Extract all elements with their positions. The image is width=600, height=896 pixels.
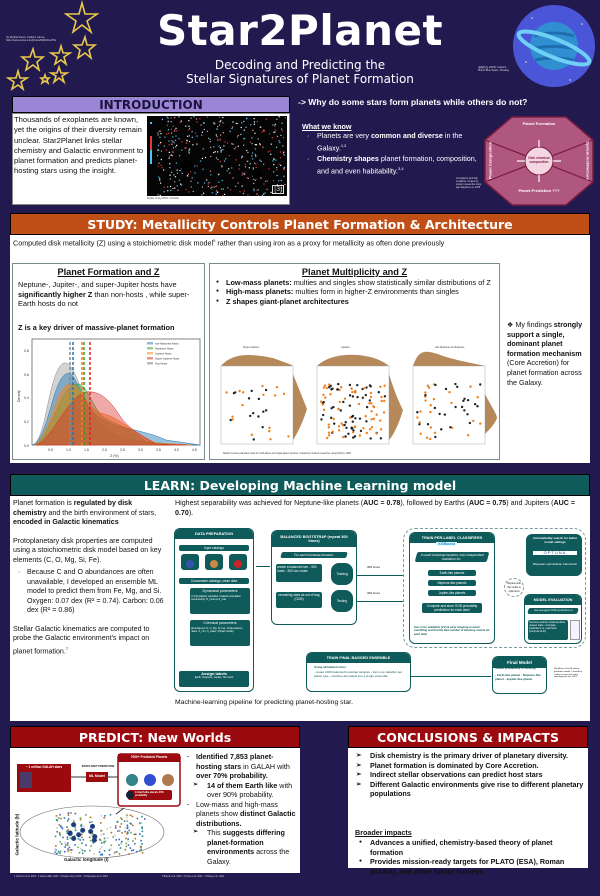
galactic-latitude-label: Galactic latitude (b) [14,813,20,856]
svg-text:Jupiters: Jupiters [341,346,350,349]
learn-header: LEARN: Developing Machine Learning model [10,474,590,496]
optuna-box: Automatically search for better model settings OPTUNA Bayesian optimization framework [526,534,582,576]
jupiter-classifier-tile: Jupiter-like planets [428,590,476,596]
catalog-icons [180,552,248,572]
chemical-parameters-tile: Chemical parameters Abundances (C, O, Mg, Si, Fe); 10 abundance ratios; Z_mm, C_water, Z(total metals) [190,620,250,646]
svg-text:3.5: 3.5 [156,448,161,452]
multiplicity-item: ● Low-mass planets: multies and singles show statistically similar distributions of Z [214,278,494,287]
svg-text:0.5: 0.5 [48,448,53,452]
poster-subtitle [0,58,600,86]
pipeline-caption: Machine-learning pipeline for predicting planet-hosting star. [175,699,353,706]
multiplicity-scatter-plots [213,344,498,456]
planet-image-credit: 漫画科技 (2025). Cartoon Planet Blue Space. Pixabay. [478,66,510,72]
references-left: 1 Johnson et al. 2010 · 2 Gaia Collab. 2023 · 3 Kepler orrery 2016 · 4 Kopparapu et al. 2013 [14,876,108,878]
use-averaged-tile: Use averaged OOB predictions to [527,608,579,614]
roc-curve-icon [570,620,580,640]
svg-text:4.0: 4.0 [174,448,179,452]
data-preparation-box: DATA PREPARATION [174,528,254,692]
times-label-2: 300 times [367,591,381,595]
svg-text:Non-Hosts: Non-Hosts [155,362,168,366]
optuna-logo: OPTUNA [533,551,577,555]
final-model-box: Final Model [492,656,547,694]
kepler-image-caption: Kepler orrery 2016. YouTube. [147,197,180,200]
conclusions-header: CONCLUSIONS & IMPACTS [348,726,588,748]
prediction-flow-graphic [14,752,182,864]
references-right: 5 Bitsch et al. 2020 · 6 Chen et al. 2024 · 7 Zhang et al. 2021 [162,876,225,878]
predict-header: PREDICT: New Worlds [10,726,300,748]
exoplanet-prediction-label: EXOPLANET PREDICTION [81,765,115,768]
svg-text:Jupiters Hosts: Jupiters Hosts [155,352,172,356]
introduction-text: Thousands of exoplanets are known, yet the origins of their diversity remain unclear. Star2Planet links stellar chemistry and Galactic environment to planet formation and predicts planet-hosting stars using the insight. [14,115,144,176]
svg-text:0.8: 0.8 [24,349,29,353]
balanced-bootstrap-box: BALANCED BOOTSTRAP (repeat 300 times) [271,530,357,625]
subtitle-line-2: Stellar Signatures of Planet Formation [186,72,414,86]
crossmatch-tile: Crossmatch catalogs, clean data [179,578,249,584]
poster-title: Star2Planet [156,6,444,55]
planet-formation-title: Planet Formation and Z [57,267,160,277]
svg-text:Z (%): Z (%) [110,454,119,458]
kepler-orrery-image [147,116,287,196]
diagram-right-label: System Architecture [585,141,591,180]
times-label-1: 300 times [367,565,381,569]
study-header: STUDY: Metallicity Controls Planet Formation & Architecture [10,213,590,235]
remaining-oob-tile: remaining stars as out of bag (OOB) [276,592,322,608]
conclusion-item: ➢ Disk chemistry is the primary driver of planetary diversity. [354,751,586,761]
predict-findings-list [185,752,298,866]
test-how-well-tile: Test how well the model predicts unseen stars - Compare predictions vs. real hosts (compute AUC) [528,620,568,640]
diagram-center-label: Disk chemical composition [528,156,550,164]
svg-text:0.0: 0.0 [24,444,29,448]
findings-callout: ❖ My findings strongly support a single, dominant planet formation mechanism (Core Accretion) for planet formation across the Galaxy. [507,320,583,387]
svg-text:0.4: 0.4 [24,396,29,400]
planet-illustration-icon [512,4,596,88]
predict-item: · Low-mass and high-mass planets show distinct Galactic distributions. [185,800,298,829]
conclusion-item: ➢ Different Galactic environments give rise to different planetary populations [354,780,586,799]
svg-text:1.0: 1.0 [66,448,71,452]
predict-item: · Identified 7,853 planet-hosting stars in GALAH with over 70% probability. [185,752,298,781]
disk-chemistry-diagram [484,116,594,206]
svg-text:3.0: 3.0 [138,448,143,452]
svg-text:Neptunes Hosts: Neptunes Hosts [155,347,174,351]
what-we-know-title: What we know [302,122,352,131]
svg-text:2.5: 2.5 [120,448,125,452]
neptune-classifier-tile: Neptune-like planets [428,580,476,586]
what-we-know-list [305,131,480,178]
learn-paragraph-2: Protoplanetary disk properties are computed using a stoichiometric disk model based on key elements (C, O, Mg, Si, Fe). · Because C and O abundances are often unavailable, I developed an ensemble ML model to predict them from Fe, Mg, and Si. Oxygen: 0.07 dex (R² = 0.74). Carbon: 0.06 dex (R² = 0.86) [13,537,167,616]
earth-classifier-tile: Earth-like planets [428,570,476,576]
pipeline-credit: Workflow of the ML planet prediction model. Created by student researcher using app.diagrams.net, 2025 [554,668,582,679]
learn-description [13,499,167,665]
broader-impacts-title: Broader impacts [355,828,412,837]
earth-like-note: 14 Earth-like planets 90% probability [135,791,164,797]
predict-subitem: ➢ 14 of them Earth like with over 90% probability. [185,781,298,800]
training-cylinder: Training [331,563,353,585]
diagram-bottom-label: Planet Prediction ??? [518,188,560,193]
scatter-caption: Stellar Z versus planetary mass for multi-planet and single-planet systems. Created by student researcher using Python, 2025 [223,453,351,455]
for-each-iteration-tile: For each bootstrap iteration: [280,552,348,558]
svg-text:2.0: 2.0 [102,448,107,452]
galactic-longitude-label: Galactic longitude (l) [64,857,109,862]
metallicity-density-chart [16,336,202,458]
each-iteration-tile: In each bootstrap iteration, train independent classifiers for: [415,552,490,562]
planet-multiplicity-title: Planet Multiplicity and Z [301,267,408,277]
svg-text:Super-Jupiters: Super-Jupiters [243,346,260,349]
svg-text:1.5: 1.5 [84,448,89,452]
final-ensemble-box: TRAIN FINAL BAGGED ENSEMBLE [306,652,411,692]
balanced-set-tile: create a balanced set: - 500 hosts - 500 non-hosts [276,564,322,582]
predicted-planets-label: 7000+ Predicted Planets [130,755,168,759]
planet-formation-text: Neptune-, Jupiter-, and super-Jupiter hosts have significantly higher Z than non-hosts , while super-Earth hosts do not [18,280,190,309]
ml-pipeline-diagram: DATA PREPARATION Input catalogs Crossmatch catalogs, clean data Dynamical parameters U,V,W galactic velocities; Galactic population membership; R_mean & Z_max Chemical parameters Abundances (C, O, Mg, Si, Fe); 10 abundance ratios; Z_mm, C_water, Z(total metals) Assign labels Earth, Neptune, Jupiter, Non-host BALANCED BOOTSTRAP (repeat 300 times) For each bootstrap iteration: create a balanced set: - 500 hosts - 500 non-hosts Training remaining stars as out of bag (OOB) Testing 300 times 300 times TRAIN PER-LABEL CLASSIFIERS XGBoost In each bootstrap iteration, train independent classifiers for: Earth-like planets Neptune-like planets Jupiter-like planets Compute and store OOB probability predictions for each label Use cross-validation (CV) & early stopping to avoid overfitting and find the best number of boosting rounds for each label Automatically search for better model settings OPTUNA Bayesian optimization framework Repeat until the model is optimized MODEL EVALUATION Use averaged OOB predictions to Test how well the model predicts unseen stars - Compare predictions vs. real hosts (compute AUC) TRAIN FINAL BAGGED ENSEMBLE Using all labeled stars: - create 1000 balanced bootstrap samples - train one classifier per planet type - combine all models into a single ensemble Final Model Stable probability of hosting: - Earth-like planet - Neptune-like planet - Jupiter-like planet Workflow of the ML planet prediction model. Created by student researcher using app.diagrams.net, 2025 [174,528,588,698]
ml-model-label: ML Model [88,774,106,778]
diagram-credit: Correlations with disk metallicity. Created by student researcher using app.diagrams.net, 2025 [456,178,482,189]
broader-impacts-list [356,838,586,876]
diagram-top-label: Planet Formation [522,121,556,126]
testing-cylinder: Testing [331,590,353,612]
auc-results-text: Highest separability was achieved for Neptune-like planets (AUC = 0.78), followed by Earths (AUC = 0.75) and Jupiters (AUC = 0.70). [175,499,576,517]
svg-text:4.5: 4.5 [192,448,197,452]
svg-text:0.2: 0.2 [24,420,29,424]
compute-oob-tile: Compute and store OOB probability predictions for each label [422,603,482,613]
broader-impact-item: ● Advances a unified, chemistry-based theory of planet formation [356,838,586,857]
xgboost-logo: XGBoost [438,541,456,546]
model-evaluation-box: MODEL EVALUATION [524,594,582,644]
subtitle-line-1: Decoding and Predicting the [214,58,386,72]
learn-paragraph-1: Planet formation is regulated by disk chemistry and the birth environment of stars, encoded in Galactic kinematics [13,499,157,526]
multiplicity-findings-list [214,278,494,306]
conclusions-list [354,751,586,799]
planet-formation-key-finding: Z is a key driver of massive-planet formation [18,323,175,332]
research-question: -> Why do some stars form planets while others do not? [298,97,528,107]
know-item: · Planets are very common and diverse in the Galaxy.$^{1,2}$ [305,131,480,152]
repeat-until-optimized: Repeat until the model is optimized [504,578,524,597]
dynamical-parameters-tile: Dynamical parameters U,V,W galactic velocities; Galactic population membership; R_mean & Z_max [190,588,250,614]
star-image-credit: (1) Myrilda Stores. Untitled. Canva. https://www.canva.com/photos/MADzDe27Fk [6,36,57,42]
galah-stars-label: ~ 1 million GALAH stars [25,765,63,769]
conclusion-item: ➢ Planet formation is dominated by Core Accretion. [354,761,586,771]
conclusion-item: ➢ Indirect stellar observations can predict host stars [354,770,586,780]
svg-text:Super-Jupiters Hosts: Super-Jupiters Hosts [155,357,180,361]
multiplicity-item: ● High-mass planets: multies form in higher-Z environments than singles [214,287,494,296]
svg-text:0.6: 0.6 [24,373,29,377]
cv-note: Use cross-validation (CV) & early stopping to avoid overfitting and find the best number of boosting rounds for each label [414,626,490,636]
image-reference-label: [3] [274,186,282,193]
assign-labels-tile: Assign labels Earth, Neptune, Jupiter, Non-host [179,671,249,687]
multiplicity-item: ● Z shapes giant-planet architectures [214,297,494,306]
svg-text:sub-Neptunes & Neptunes: sub-Neptunes & Neptunes [435,346,465,349]
predict-subitem: ➢ This suggests differing planet-formation environments across the Galaxy. [185,828,298,866]
svg-text:Density: Density [17,390,21,402]
learn-paragraph-3: Stellar Galactic kinematics are computed to probe the Galactic environment's impact on planet formation.$^7$ [13,624,150,655]
broader-impact-item: ● Provides mission-ready targets for PLATO (ESA), Roman (NASA), and other future surveys [356,857,586,876]
know-item: · Chemistry shapes planet formation, composition, and and even habitability.$^{3,4}$ [305,154,480,175]
study-intro-text: Computed disk metallicity (Z) using a stoichiometric disk model$^5$ rather than using iron as a proxy for metallicity as often done previously [13,238,445,248]
input-catalogs-tile: Input catalogs [179,545,249,551]
train-classifiers-box: TRAIN PER-LABEL CLASSIFIERS [409,532,495,644]
svg-text:sub-Neptunes Hosts: sub-Neptunes Hosts [155,342,179,346]
diagram-left-label: Planet Composition [487,141,493,180]
introduction-header: INTRODUCTION [12,96,290,113]
